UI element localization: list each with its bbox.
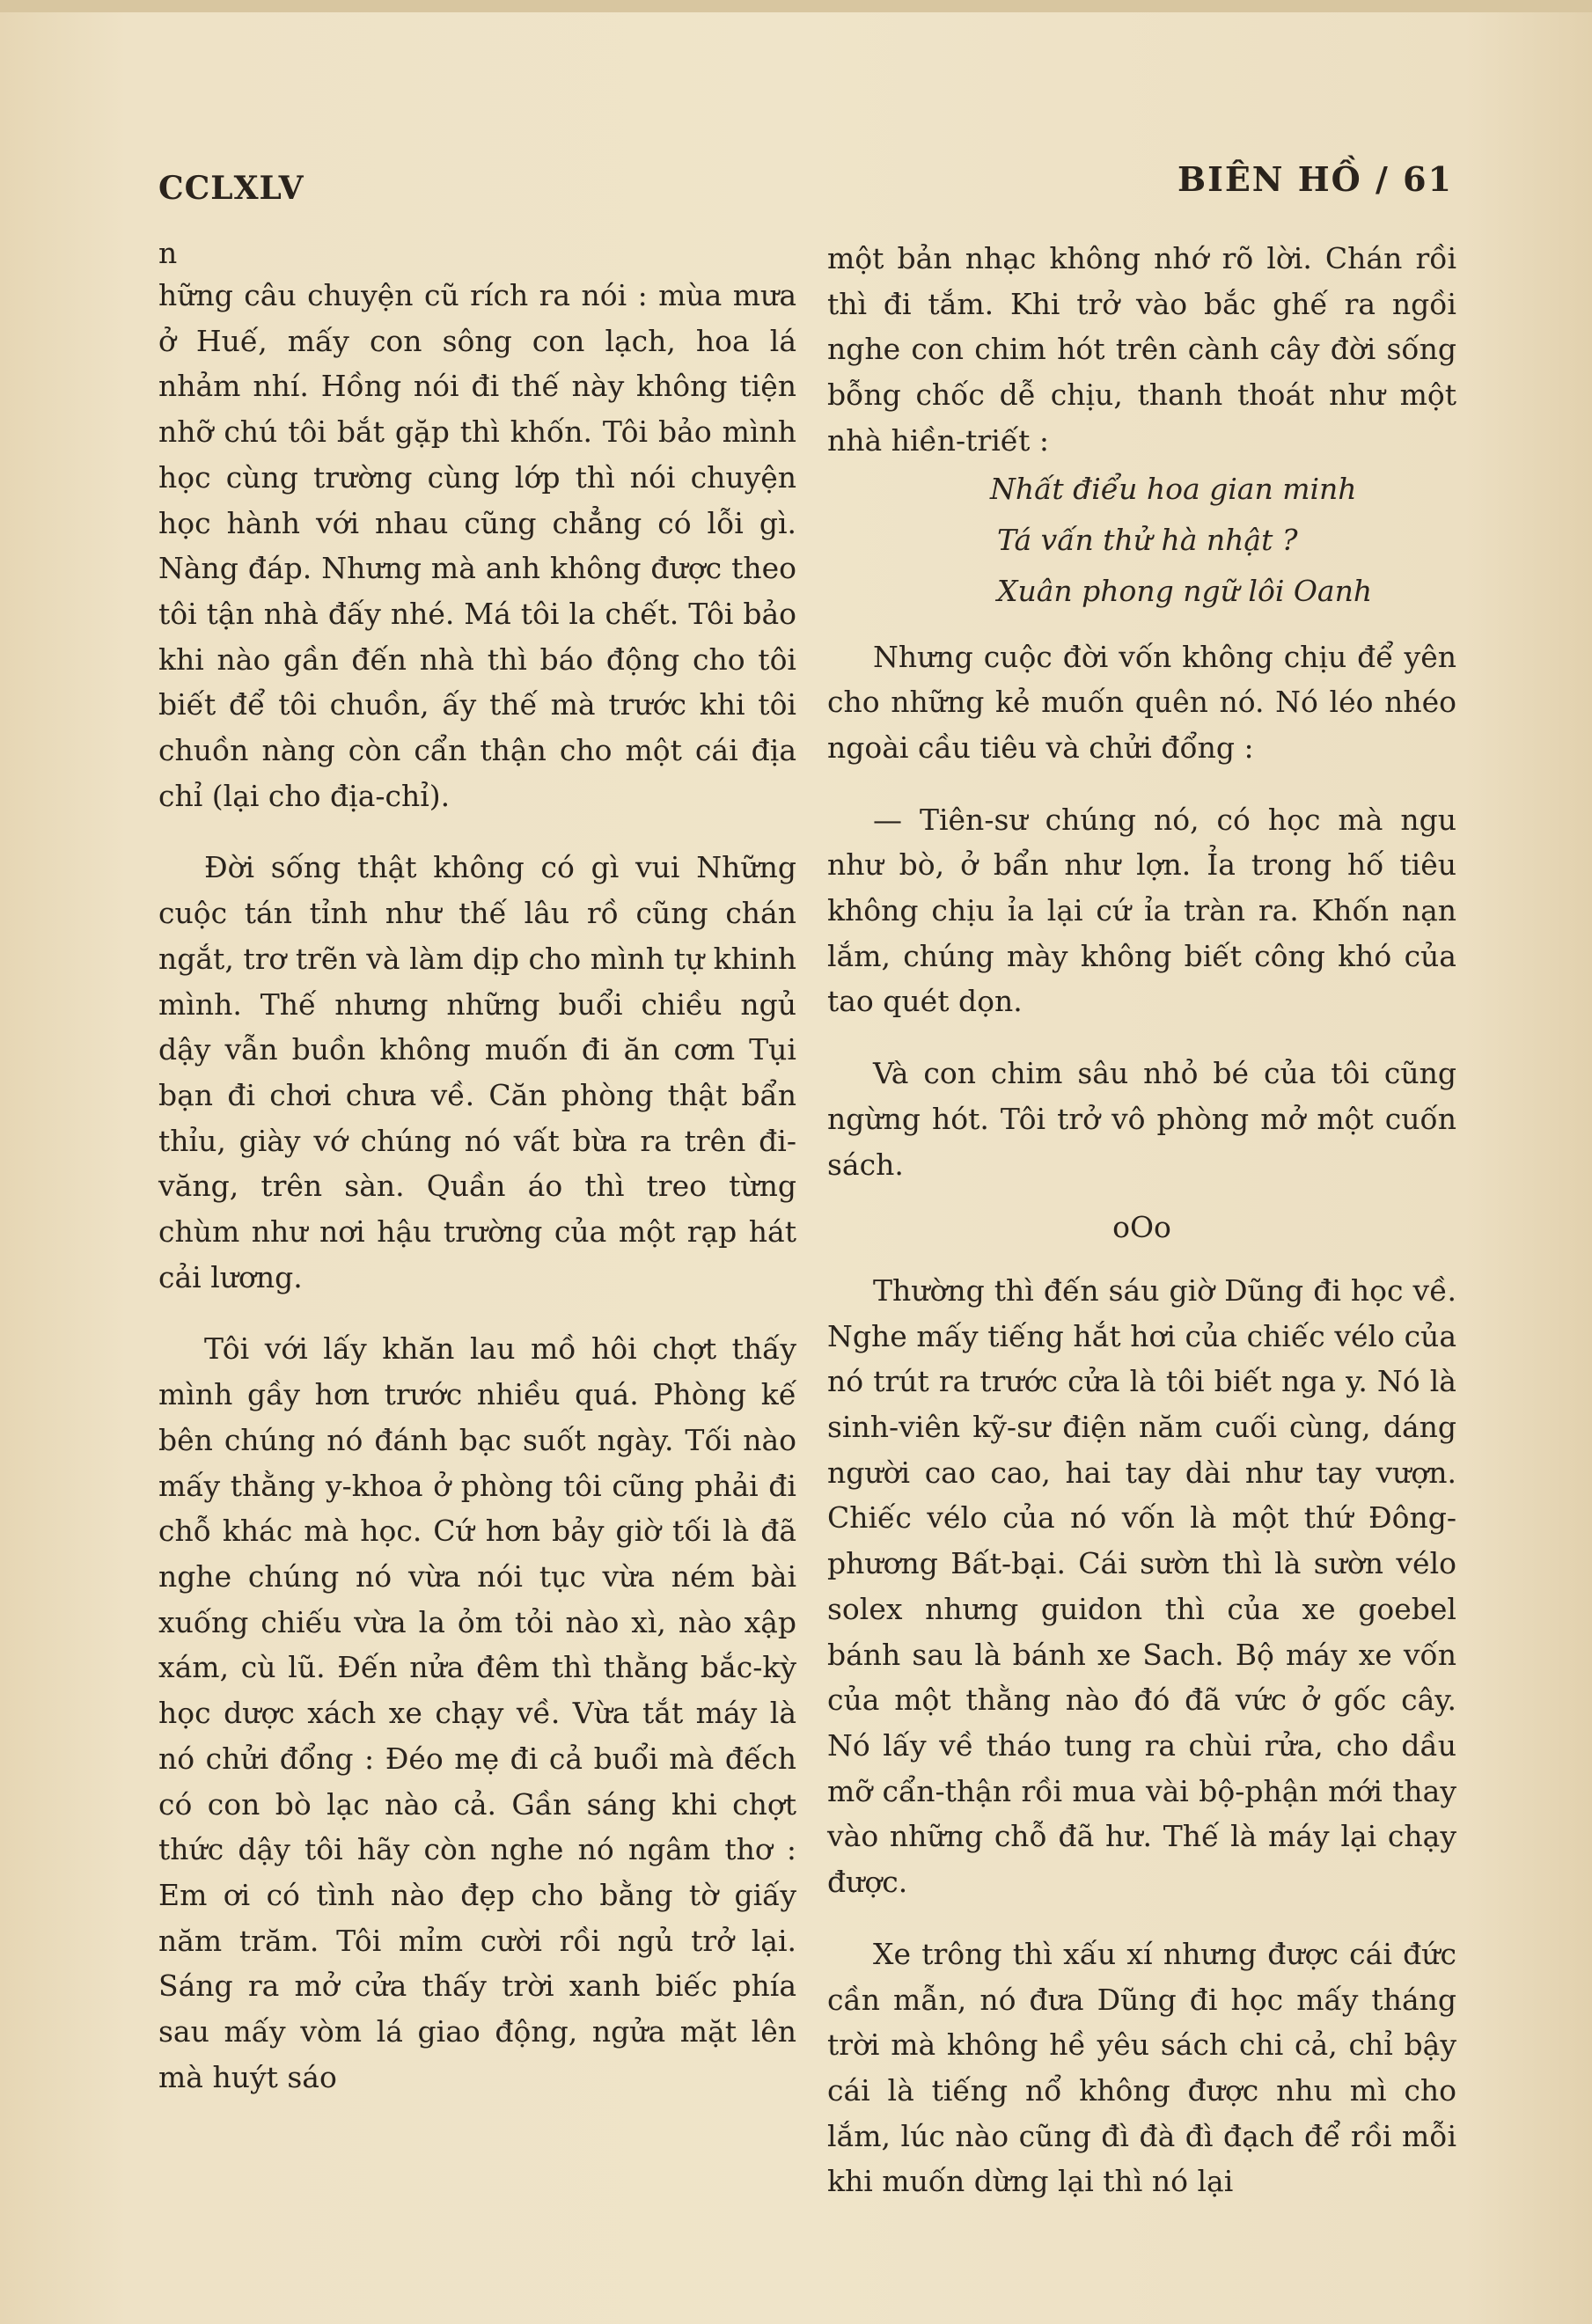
page-header-title: BIÊN HỒ / 61 (1177, 159, 1453, 199)
paragraph: Đời sống thật không có gì vui Những cuộc tán tỉnh như thế lâu rồ cũng chán ngắt, trơ trẽn và làm dịp cho mình tự khinh mình. Thế nhưng những buổi chiều ngủ dậy vẫn buồn không muốn đi ăn cơm Tụi bạn đi chơi chưa về. Căn phòng thật bẩn thỉu, giày vớ chúng nó vất bừa ra trên đi-văng, trên sàn. Quần áo thì treo từng chùm như nơi hậu trường của một rạp hát cải lương. (158, 850, 796, 1294)
left-column (158, 236, 796, 2100)
poem-line: Tá vấn thử hà nhật ? (997, 522, 1298, 557)
paragraph: Nhưng cuộc đời vốn không chịu để yên cho những kẻ muốn quên nó. Nó léo nhéo ngoài cầu tiêu và chửi đổng : (827, 639, 1456, 765)
right-column (827, 236, 1456, 2204)
paragraph: Tôi với lấy khăn lau mồ hôi chợt thấy mình gầy hơn trước nhiều quá. Phòng kế bên chúng nó đánh bạc suốt ngày. Tối nào mấy thằng y-khoa ở phòng tôi cũng phải đi chỗ khác mà học. Cứ hơn bảy giờ tối là đã nghe chúng nó vừa nói tục vừa ném bài xuống chiếu vừa la ỏm tỏi nào xì, nào xập xám, cù lũ. Đến nửa đêm thì thằng bắc-kỳ học dược xách xe chạy về. Vừa tắt máy là nó chửi đổng : Đéo mẹ đi cả buổi mà đếch có con bò lạc nào cả. Gần sáng khi chợt thức dậy tôi hãy còn nghe nó ngâm thơ : Em ơi có tình nào đẹp cho bằng tờ giấy năm trăm. Tôi mỉm cười rồi ngủ trở lại. Sáng ra mở cửa thấy trời xanh biếc phía sau mấy vòm lá giao động, ngửa mặt lên mà huýt sáo (158, 1331, 796, 2094)
poem-line: Xuân phong ngữ lôi Oanh (997, 573, 1373, 608)
section-separator: oOo (1112, 1210, 1171, 1245)
poem-line: Nhất điểu hoa gian minh (990, 471, 1357, 506)
page-header-roman: CCLXLV (158, 170, 304, 207)
paragraph: Và con chim sâu nhỏ bé của tôi cũng ngừng hót. Tôi trở vô phòng mở một cuốn sách. (827, 1056, 1456, 1182)
paragraph: Xe trông thì xấu xí nhưng được cái đức cần mẫn, nó đưa Dũng đi học mấy tháng trời mà không hề yêu sách chi cả, chỉ bậy cái là tiếng nổ không được nhu mì cho lắm, lúc nào cũng đì đà đì đạch để rồi mỗi khi muốn dừng lại thì nó lại (827, 1936, 1456, 2199)
poem (990, 464, 1456, 617)
page-top-edge (0, 0, 1592, 12)
paragraph: — Tiên-sư chúng nó, có học mà ngu như bò, ở bẩn như lợn. Ỉa trong hố tiêu không chịu ỉa lại cứ ỉa tràn ra. Khốn nạn lắm, chúng mày không biết công khó của tao quét dọn. (827, 802, 1456, 1019)
paragraph: Thường thì đến sáu giờ Dũng đi học về. Nghe mấy tiếng hắt hơi của chiếc vélo của nó trút ra trước cửa là tôi biết nga y. Nó là sinh-viên kỹ-sư điện năm cuối cùng, dáng người cao cao, hai tay dài như tay vượn. Chiếc vélo của nó vốn là một thứ Đông-phương Bất-bại. Cái sườn thì là sườn vélo solex nhưng guidon thì của xe goebel bánh sau là bánh xe Sach. Bộ máy xe vốn của một thằng nào đó đã vức ở gốc cây. Nó lấy về tháo tung ra chùi rửa, cho dầu mỡ cẩn-thận rồi mua vài bộ-phận mới thay vào những chỗ đã hư. Thế là máy lại chạy được. (827, 1272, 1456, 1900)
drop-letter: n (158, 236, 178, 270)
paragraph: một bản nhạc không nhớ rõ lời. Chán rồi thì đi tắm. Khi trở vào bắc ghế ra ngồi nghe con chim hót trên cành cây đời sống bỗng chốc dễ chịu, thanh thoát như một nhà hiền-triết : (827, 241, 1456, 458)
paragraph: hững câu chuyện cũ rích ra nói : mùa mưa ở Huế, mấy con sông con lạch, hoa lá nhảm nhí. Hồng nói đi thế này không tiện nhỡ chú tôi bắt gặp thì khốn. Tôi bảo mình học cùng trường cùng lớp thì nói chuyện học hành với nhau cũng chẳng có lỗi gì. Nàng đáp. Nhưng mà anh không được theo tôi tận nhà đấy nhé. Má tôi la chết. Tôi bảo khi nào gần đến nhà thì báo động cho tôi biết để tôi chuồn, ấy thế mà trước khi tôi chuồn nàng còn cẩn thận cho một cái địa chỉ (lại cho địa-chỉ). (158, 278, 796, 813)
